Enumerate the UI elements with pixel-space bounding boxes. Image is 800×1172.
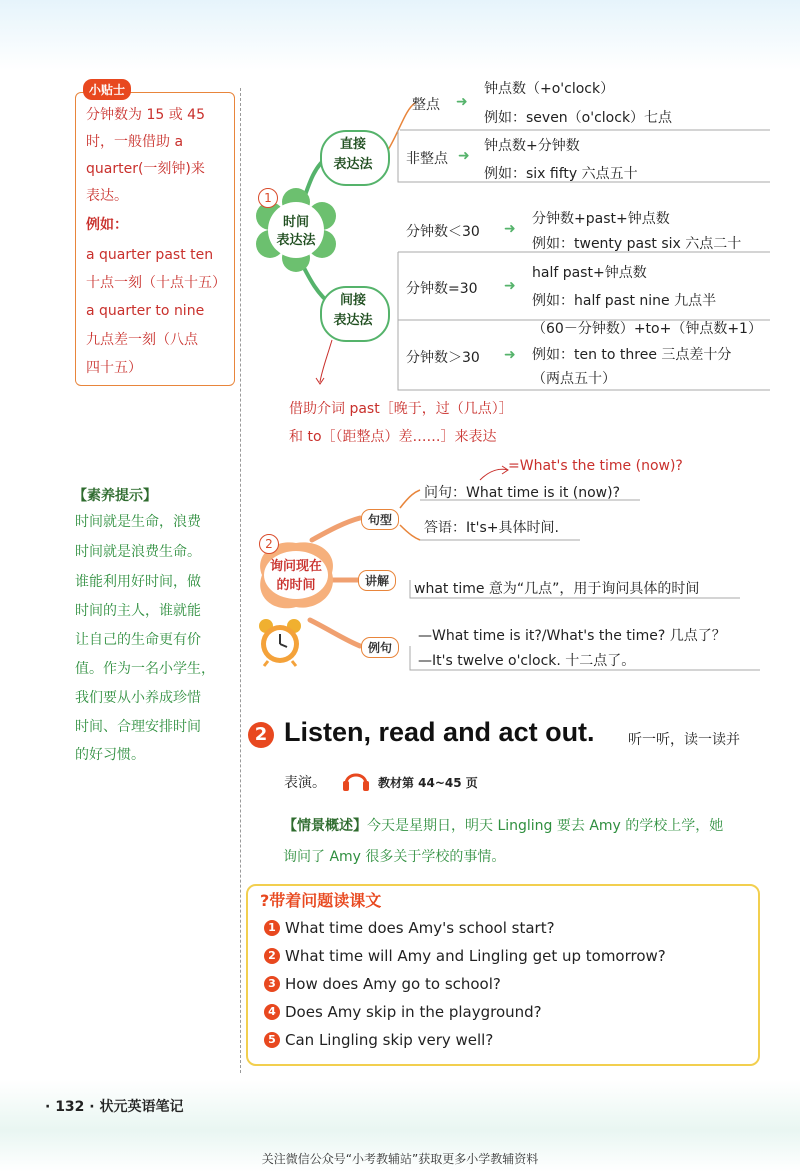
direct-label-1: 直接 [339, 137, 366, 152]
eq30-example: 例如：half past nine 九点半 [532, 293, 717, 309]
question-item [264, 919, 555, 937]
indirect-label-1: 间接 [339, 293, 366, 308]
tag-example: 例句 [361, 637, 399, 658]
lt30-rule: 分钟数+past+钟点数 [532, 211, 670, 227]
question-text: How does Amy go to school? [285, 975, 501, 993]
literacy-line: 时间、合理安排时间 [75, 719, 201, 735]
question-number: 2 [264, 948, 280, 964]
map2-number: 2 [259, 534, 279, 554]
literacy-line: 时间的主人，谁就能 [75, 603, 201, 619]
section-number: 2 [248, 722, 274, 748]
tip-line: 十点一刻（十点十五） [86, 275, 226, 291]
map1-center-label-2: 表达法 [276, 233, 316, 248]
eq30-rule: half past+钟点数 [532, 265, 647, 281]
alarm-clock-icon [254, 616, 306, 668]
tip-line: a quarter past ten [86, 247, 214, 263]
gt30-rule: （60－分钟数）+to+（钟点数+1） [532, 321, 762, 337]
scene-label: 【情景概述】 [283, 818, 367, 834]
direct-label-2: 表达法 [333, 157, 373, 172]
lt30-example: 例如：twenty past six 六点二十 [532, 236, 742, 252]
footer-note: 关注微信公众号“小考教辅站”获取更多小学教辅资料 [261, 1152, 539, 1166]
whole-rule: 钟点数（+o'clock） [484, 81, 615, 97]
section-subtitle-b: 表演。 [284, 775, 326, 791]
page-number: · 132 · 状元英语笔记 [45, 1099, 184, 1115]
equivalent-question: =What's the time (now)? [508, 458, 683, 474]
nonwhole-label: 非整点 [406, 151, 448, 167]
arrow-icon: ➜ [458, 148, 470, 164]
question-text: What time will Amy and Lingling get up tomorrow? [285, 947, 666, 965]
tip-line: 四十五） [86, 360, 142, 376]
tip-line: 时，一般借助 a [86, 134, 184, 150]
question-text: What time does Amy's school start? [285, 919, 555, 937]
question-number: 5 [264, 1032, 280, 1048]
textbook-reference: 教材第 44~45 页 [378, 776, 478, 790]
headphones-icon[interactable] [342, 766, 370, 792]
tip-line: a quarter to nine [86, 303, 205, 319]
note-line-2: 和 to［（距整点）差……］来表达 [289, 429, 497, 445]
map2-center-label-2: 的时间 [276, 578, 316, 593]
gt30-example-2: （两点五十） [532, 371, 616, 387]
literacy-line: 谁能利用好时间，做 [75, 574, 201, 590]
example-2: —It's twelve o'clock. 十二点了。 [418, 653, 636, 669]
example-1: —What time is it?/What's the time? 几点了？ [418, 628, 726, 644]
literacy-title: 【素养提示】 [73, 488, 157, 504]
scene-line-1 [283, 815, 723, 835]
question-item [264, 1003, 542, 1021]
literacy-line: 时间就是生命，浪费 [75, 514, 201, 530]
pattern-answer: 答语：It's+具体时间. [424, 520, 559, 536]
whole-example: 例如：seven（o'clock）七点 [484, 110, 673, 126]
indirect-label-2: 表达法 [333, 313, 373, 328]
question-mark-icon: ? [260, 891, 270, 910]
question-number: 4 [264, 1004, 280, 1020]
gt30-label: 分钟数＞30 [406, 350, 480, 366]
scene-line-2: 询问了 Amy 很多关于学校的事情。 [283, 849, 506, 865]
literacy-line: 的好习惯。 [75, 747, 145, 763]
eq30-label: 分钟数=30 [406, 281, 478, 297]
tip-line: 分钟数为 15 或 45 [86, 107, 205, 123]
pattern-question: 问句：What time is it (now)? [424, 485, 621, 501]
map1-center-label-1: 时间 [282, 215, 309, 230]
tip-line: quarter(一刻钟)来 [86, 161, 205, 177]
nonwhole-example: 例如：six fifty 六点五十 [484, 166, 638, 182]
gt30-example: 例如：ten to three 三点差十分 [532, 347, 732, 363]
whole-label: 整点 [412, 97, 440, 113]
arrow-icon: ➜ [504, 278, 516, 294]
arrow-icon: ➜ [504, 347, 516, 363]
tip-line: 例如： [86, 217, 128, 233]
arrow-icon: ➜ [456, 94, 468, 110]
explain-text: what time 意为“几点”，用于询问具体的时间 [414, 581, 700, 597]
literacy-line: 时间就是浪费生命。 [75, 544, 201, 560]
question-text: Does Amy skip in the playground? [285, 1003, 542, 1021]
note-line-1: 借助介词 past［晚于，过（几点）］ [289, 401, 513, 417]
literacy-line: 我们要从小养成珍惜 [75, 690, 201, 706]
question-item [264, 1031, 493, 1049]
map2-center-label-1: 询问现在 [269, 559, 322, 574]
tip-title: 小贴士 [83, 79, 131, 100]
scene-text-1: 今天是星期日，明天 Lingling 要去 Amy 的学校上学，她 [367, 818, 724, 834]
tip-line: 九点差一刻（八点 [86, 332, 198, 348]
literacy-line: 让自己的生命更有价 [75, 632, 201, 648]
nonwhole-rule: 钟点数+分钟数 [484, 138, 580, 154]
question-item [264, 975, 501, 993]
tag-pattern: 句型 [361, 509, 399, 530]
question-number: 3 [264, 976, 280, 992]
tip-line: 表达。 [86, 188, 128, 204]
map1-number: 1 [258, 188, 278, 208]
tag-explain: 讲解 [358, 570, 396, 591]
literacy-line: 值。作为一名小学生， [75, 661, 215, 677]
section-title: Listen, read and act out. [284, 717, 595, 747]
question-number: 1 [264, 920, 280, 936]
questions-title-text: 带着问题读课文 [269, 891, 382, 910]
question-text: Can Lingling skip very well? [285, 1031, 494, 1049]
section-subtitle-a: 听一听，读一读并 [628, 732, 740, 748]
question-item [264, 947, 666, 965]
lt30-label: 分钟数＜30 [406, 224, 480, 240]
arrow-icon: ➜ [504, 221, 516, 237]
questions-title [260, 888, 381, 911]
